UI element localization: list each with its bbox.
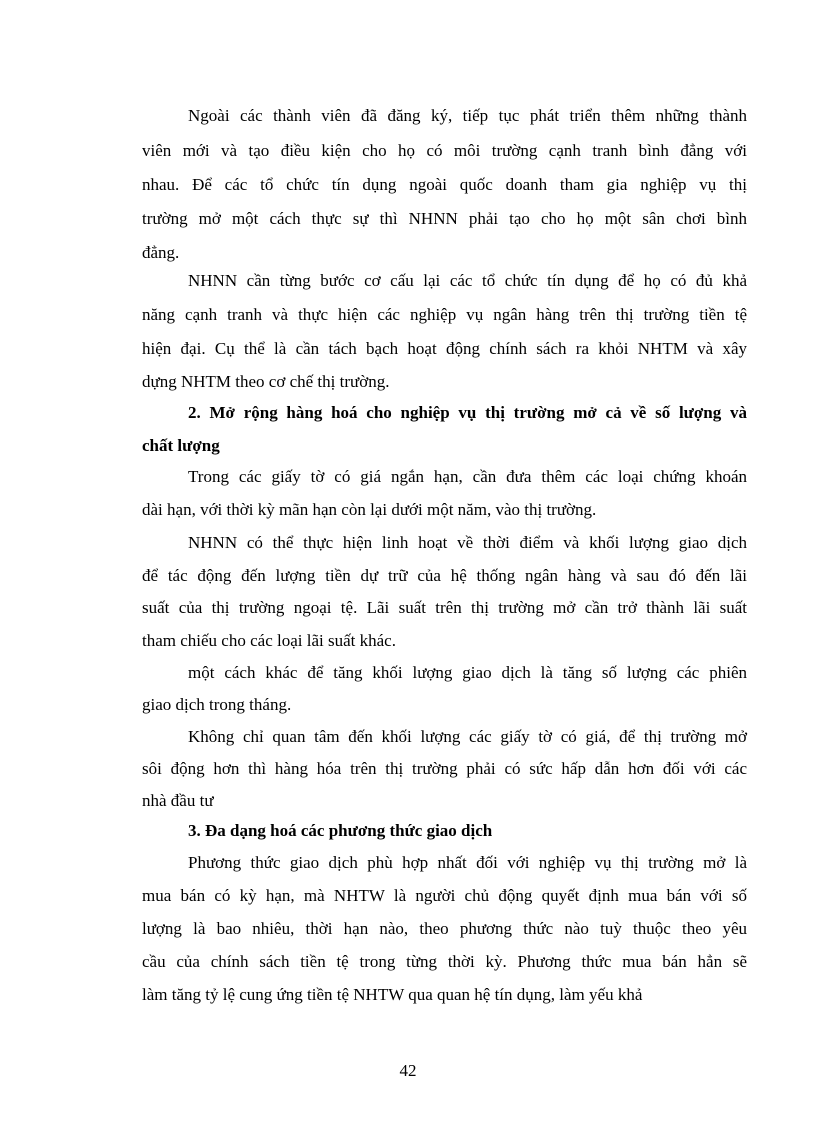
paragraph-2-line-4: dựng NHTM theo cơ chế thị trường.: [142, 372, 390, 391]
paragraph-7-line-3: lượng là bao nhiêu, thời hạn nào, theo phương thức nào tuỳ thuộc theo yêu: [142, 919, 747, 938]
paragraph-1-line-3: nhau. Để các tổ chức tín dụng ngoài quốc doanh tham gia nghiệp vụ thị: [142, 175, 747, 194]
paragraph-7-line-5: làm tăng tỷ lệ cung ứng tiền tệ NHTW qua quan hệ tín dụng, làm yếu khả: [142, 985, 643, 1004]
paragraph-1-line-5: đẳng.: [142, 243, 180, 262]
paragraph-4-line-1: NHNN có thể thực hiện linh hoạt về thời điểm và khối lượng giao dịch: [188, 533, 747, 552]
paragraph-6-line-1: Không chỉ quan tâm đến khối lượng các giấy tờ có giá, để thị trường mở: [188, 727, 747, 746]
section-2-heading-line-2: chất lượng: [142, 436, 220, 455]
paragraph-2-line-3: hiện đại. Cụ thể là cần tách bạch hoạt động chính sách ra khỏi NHTM và xây: [142, 339, 747, 358]
paragraph-6-line-3: nhà đầu tư: [142, 791, 214, 810]
section-2-heading-line-1: 2. Mở rộng hàng hoá cho nghiệp vụ thị trường mở cả về số lượng và: [188, 403, 747, 422]
paragraph-7-line-4: cầu của chính sách tiền tệ trong từng thời kỳ. Phương thức mua bán hẳn sẽ: [142, 952, 747, 971]
paragraph-5-line-2: giao dịch trong tháng.: [142, 695, 292, 714]
paragraph-6-line-2: sôi động hơn thì hàng hóa trên thị trường phải có sức hấp dẫn hơn đối với các: [142, 759, 747, 778]
paragraph-1-line-4: trường mở một cách thực sự thì NHNN phải tạo cho họ một sân chơi bình: [142, 209, 747, 228]
paragraph-7-line-1: Phương thức giao dịch phù hợp nhất đối với nghiệp vụ thị trường mở là: [188, 853, 747, 872]
paragraph-2-line-2: năng cạnh tranh và thực hiện các nghiệp vụ ngân hàng trên thị trường tiền tệ: [142, 305, 747, 324]
paragraph-4-line-3: suất của thị trường ngoại tệ. Lãi suất trên thị trường mở cần trở thành lãi suất: [142, 598, 747, 617]
paragraph-1-line-2: viên mới và tạo điều kiện cho họ có môi trường cạnh tranh bình đẳng với: [142, 141, 747, 160]
paragraph-5-line-1: một cách khác để tăng khối lượng giao dịch là tăng số lượng các phiên: [188, 663, 747, 682]
section-3-heading: 3. Đa dạng hoá các phương thức giao dịch: [188, 821, 493, 840]
paragraph-4-line-2: để tác động đến lượng tiền dự trữ của hệ thống ngân hàng và sau đó đến lãi: [142, 566, 747, 585]
paragraph-3-line-1: Trong các giấy tờ có giá ngắn hạn, cần đưa thêm các loại chứng khoán: [188, 467, 747, 486]
paragraph-4-line-4: tham chiếu cho các loại lãi suất khác.: [142, 631, 396, 650]
paragraph-7-line-2: mua bán có kỳ hạn, mà NHTW là người chủ động quyết định mua bán với số: [142, 886, 747, 905]
paragraph-2-line-1: NHNN cần từng bước cơ cấu lại các tổ chức tín dụng để họ có đủ khả: [188, 271, 747, 290]
page-number: 42: [399, 1061, 417, 1080]
paragraph-1-line-1: Ngoài các thành viên đã đăng ký, tiếp tục phát triển thêm những thành: [188, 106, 747, 125]
paragraph-3-line-2: dài hạn, với thời kỳ mãn hạn còn lại dưới một năm, vào thị trường.: [142, 500, 597, 519]
